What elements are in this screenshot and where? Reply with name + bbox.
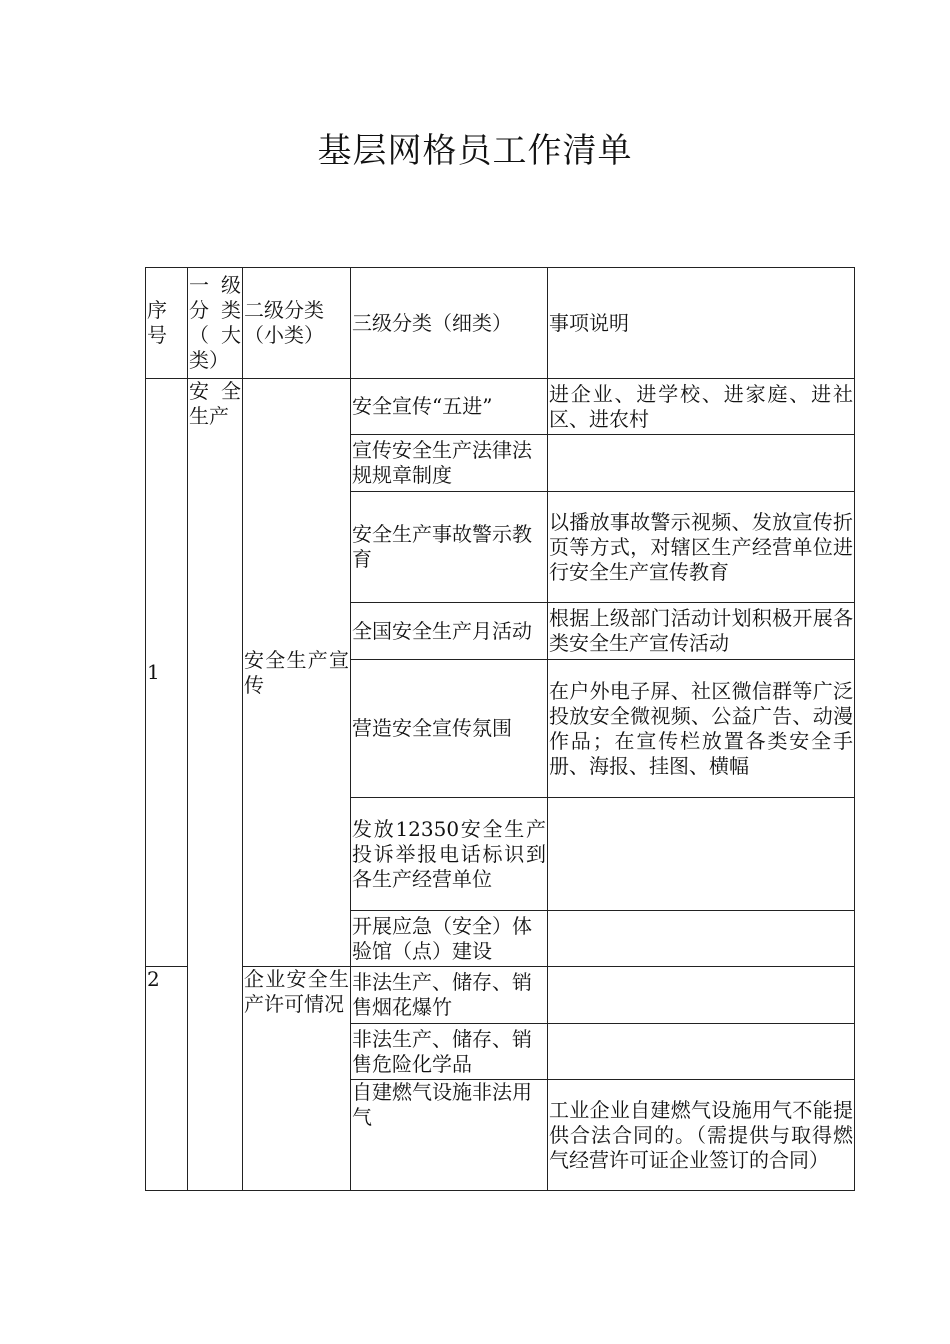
desc-cell <box>548 798 855 911</box>
desc-cell: 在户外电子屏、社区微信群等广泛投放安全微视频、公益广告、动漫作品；在宣传栏放置各类安全手册、海报、挂图、横幅 <box>548 660 855 798</box>
level3-cell: 营造安全宣传氛围 <box>351 660 548 798</box>
desc-cell <box>548 911 855 967</box>
desc-cell: 根据上级部门活动计划积极开展各类安全生产宣传活动 <box>548 603 855 660</box>
seq-cell: 2 <box>146 967 188 1191</box>
level3-cell: 非法生产、储存、销售危险化学品 <box>351 1024 548 1080</box>
header-level1: 一级分类（大类） <box>188 268 243 379</box>
table-row <box>146 967 855 1024</box>
desc-cell: 工业企业自建燃气设施用气不能提供合法合同的。（需提供与取得燃气经营许可证企业签订的合同） <box>548 1080 855 1191</box>
desc-cell: 进企业、进学校、进家庭、进社区、进农村 <box>548 379 855 435</box>
level3-cell: 自建燃气设施非法用气 <box>351 1080 548 1191</box>
level2-cell: 安全生产宣传 <box>243 379 351 967</box>
work-list-table <box>145 267 855 1191</box>
level1-cell: 安全生产 <box>188 379 243 1191</box>
header-seq: 序号 <box>146 268 188 379</box>
header-desc: 事项说明 <box>548 268 855 379</box>
level2-cell: 企业安全生产许可情况 <box>243 967 351 1191</box>
level3-cell: 开展应急（安全）体验馆（点）建设 <box>351 911 548 967</box>
level3-cell: 非法生产、储存、销售烟花爆竹 <box>351 967 548 1024</box>
desc-cell <box>548 967 855 1024</box>
seq-cell: 1 <box>146 379 188 967</box>
level3-cell: 安全生产事故警示教育 <box>351 492 548 603</box>
table-row <box>146 379 855 435</box>
page-title: 基层网格员工作清单 <box>317 131 633 171</box>
level3-cell: 宣传安全生产法律法规规章制度 <box>351 435 548 492</box>
level3-cell: 全国安全生产月活动 <box>351 603 548 660</box>
header-level2: 二级分类（小类） <box>243 268 351 379</box>
desc-cell <box>548 1024 855 1080</box>
level3-cell: 发放12350安全生产投诉举报电话标识到各生产经营单位 <box>351 798 548 911</box>
header-level3: 三级分类（细类） <box>351 268 548 379</box>
desc-cell <box>548 435 855 492</box>
table-header-row <box>146 268 855 379</box>
desc-cell: 以播放事故警示视频、发放宣传折页等方式，对辖区生产经营单位进行安全生产宣传教育 <box>548 492 855 603</box>
level3-cell: 安全宣传“五进” <box>351 379 548 435</box>
